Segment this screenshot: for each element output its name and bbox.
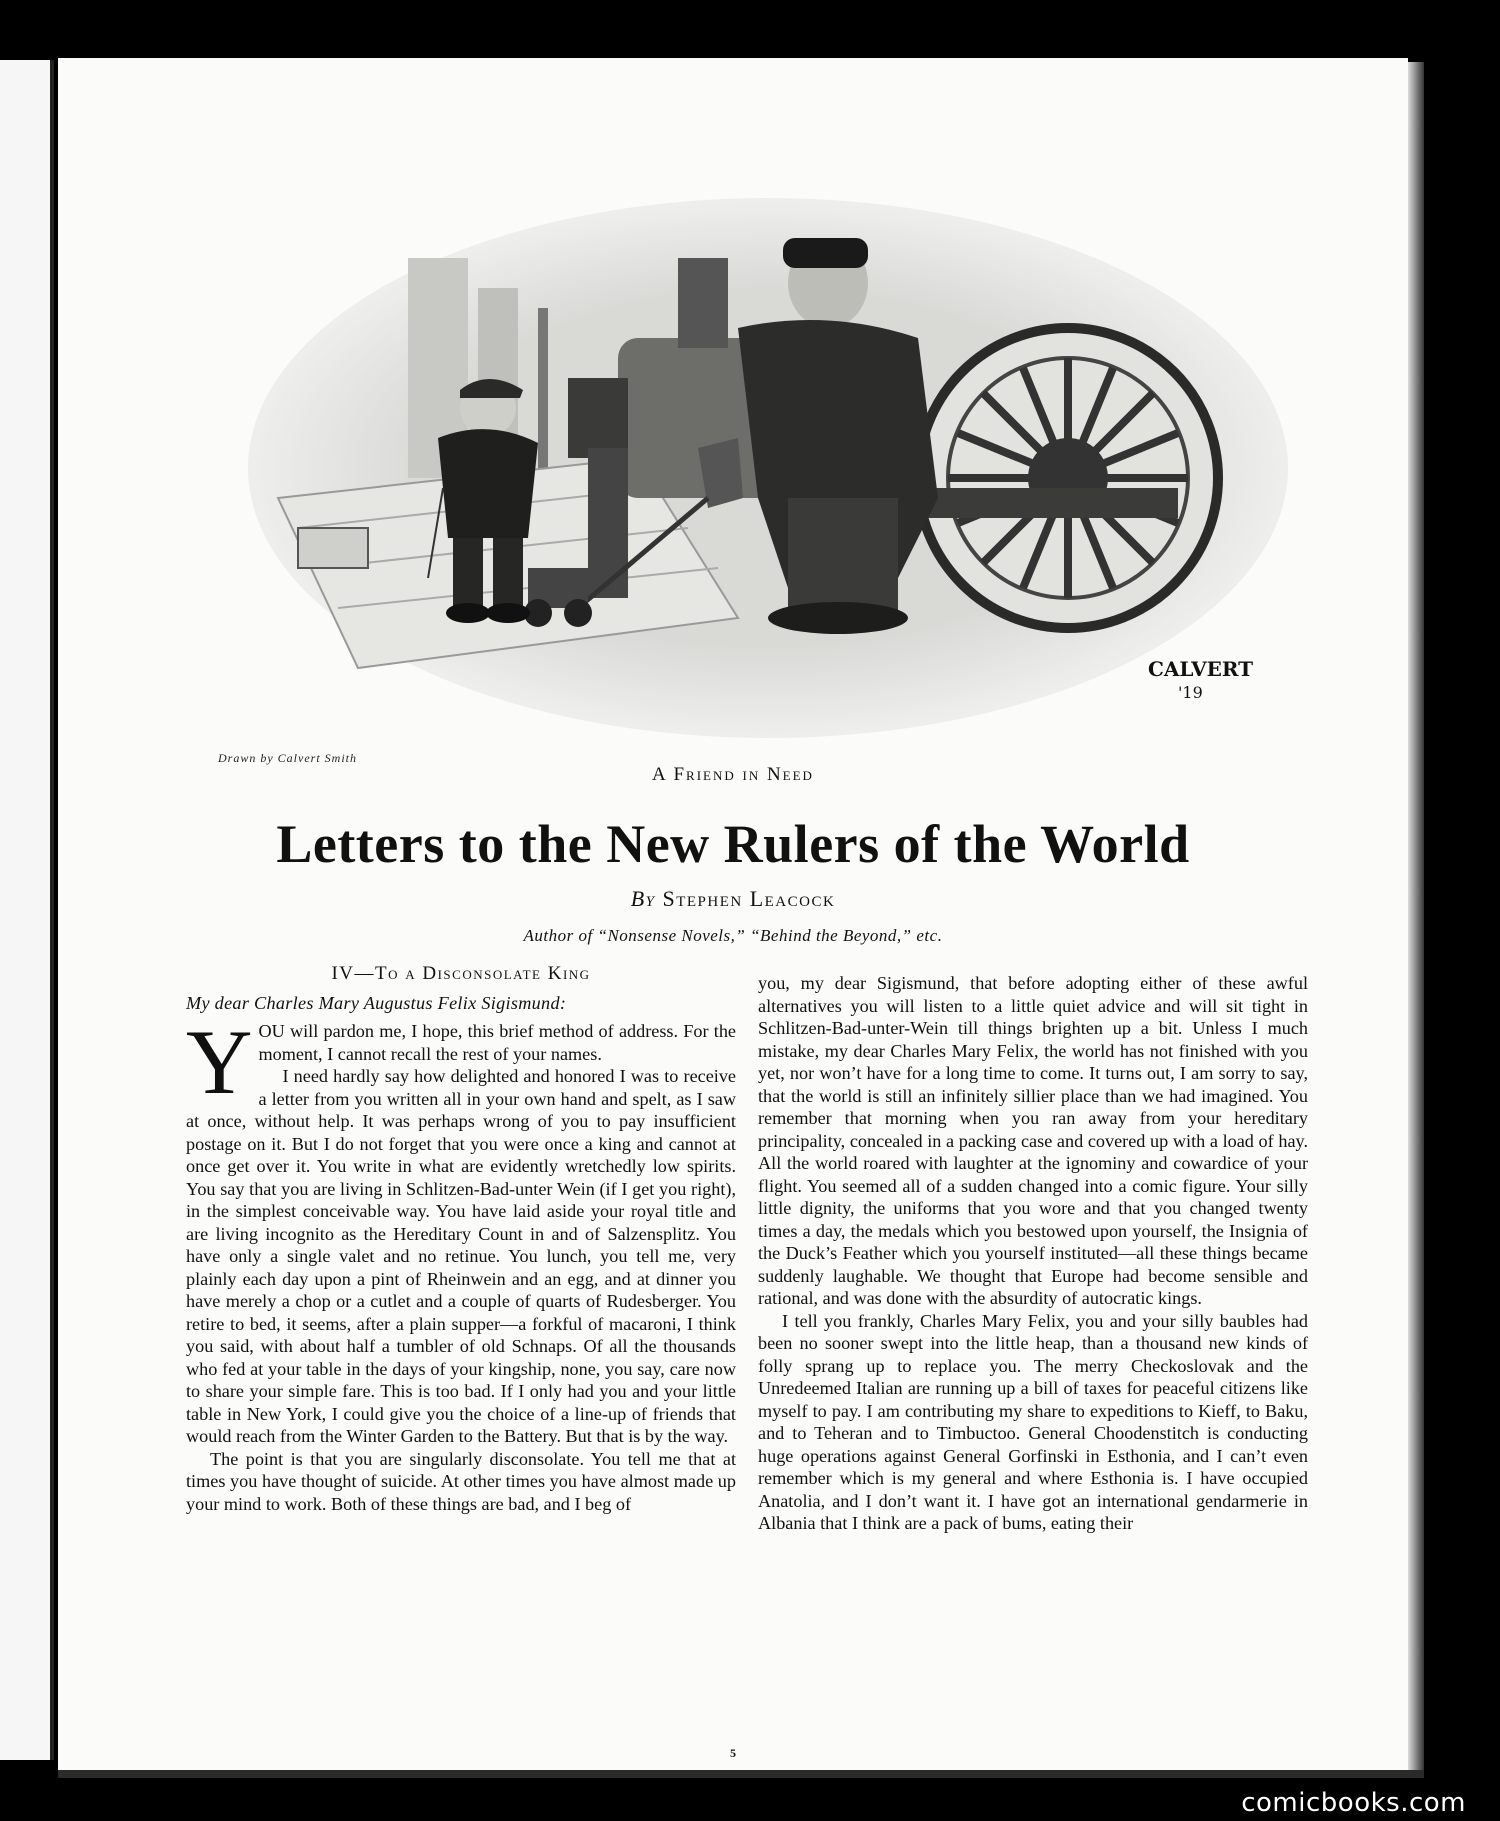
salutation: My dear Charles Mary Augustus Felix Sigismund: xyxy=(186,992,567,1013)
facing-page-edge xyxy=(0,60,50,1760)
illustrator-signature-year: '19 xyxy=(1178,683,1203,702)
byline-by: By xyxy=(630,886,656,911)
illustration-engineer-and-boy-icon xyxy=(238,198,1298,748)
byline xyxy=(58,886,1408,912)
page-number: 5 xyxy=(730,1746,736,1760)
illustrator-signature: CALVERT xyxy=(1148,657,1254,681)
illustration xyxy=(238,198,1298,748)
article-title: Letters to the New Rulers of the World xyxy=(276,814,1190,874)
section-heading: IV—To a Disconsolate King xyxy=(331,963,591,984)
watermark: comicbooks.com xyxy=(1241,1788,1466,1818)
page-edge-bottom xyxy=(58,1770,1424,1778)
paragraph: The point is that you are singularly disconsolate. You tell me that at times you have thought of suicide. At other times you have almost made up your mind to work. Both of these things are bad, and I beg of xyxy=(186,1448,736,1514)
paragraph: you, my dear Sigismund, that before adopting either of these awful alternatives you will listen to a little quiet advice and will sit tight in Schlitzen-Bad-unter-Wein till things brighten up a bit. Unless I much mistake, my dear Charles Mary Felix, the world has not finished with you yet, nor won’t have for a long time to come. It turns out, I am sorry to say, that the world is still an infinitely sillier place than we had imagined. You remember that morning when you ran away from your hereditary principality, concealed in a packing case and covered up with a load of hay. All the world roared with laughter at the ignominy and cowardice of your flight. You seemed all of a sudden changed into a comic figure. Your silly little dignity, the uniforms that you wore and that you changed twenty times a day, the medals which you bestowed upon yourself, the Insignia of the Duck’s Feather which you yourself instituted—all these things became suddenly laughable. We thought that Europe had become sensible and rational, and was done with the absurdity of autocratic kings. xyxy=(758,973,1308,1308)
byline-author: Stephen Leacock xyxy=(662,886,836,911)
right-column xyxy=(758,972,1308,1535)
paragraph: I need hardly say how delighted and honored I was to receive a letter from you written all in your own hand and spelt, as I saw at once, without help. It was perhaps wrong of you to pay insufficient postage on it. But I do not forget that you were once a king and cannot at once get over it. You write in what are evidently wretchedly low spirits. You say that you are living in Schlitzen-Bad-unter Wein (if I get you right), in the simplest conceivable way. You have laid aside your royal title and are living incognito as the Hereditary Count in and of Salzensplitz. You have only a single valet and no retinue. You lunch, you tell me, very plainly each day upon a pint of Rheinwein and an egg, and at dinner you have merely a chop or a cutlet and a couple of quarts of Rudesberger. You retire to bed, it seems, after a plain supper—a forkful of macaroni, I think you said, with about half a tumbler of old Schnaps. Of all the thousands who fed at your table in the days of your kingship, none, you say, care now to share your simple fare. This is too bad. If I only had you and your little table in New York, I could give you the choice of a line-up of friends that would reach from the Winter Garden to the Battery. But that is by the way. xyxy=(186,1066,736,1446)
paragraph: I tell you frankly, Charles Mary Felix, you and your silly baubles had been no sooner swept into the little heap, than a thousand new kinds of folly sprang up to replace you. The merry Checkoslovak and the Unredeemed Italian are running up a bill of taxes for peaceful citizens like myself to pay. I am contributing my share to expeditions to Kieff, to Baku, and to Teheran and to Timbuctoo. General Choodenstitch is conducting huge operations against General Gorfinski in Esthonia, and I can’t even remember which is my general and where Esthonia is. I have occupied Anatolia, and I don’t want it. I have got an international gendarmerie in Albania that I think are a pack of bums, eating their xyxy=(758,1310,1308,1533)
binding-gutter xyxy=(50,60,54,1760)
illustration-credit: Drawn by Calvert Smith xyxy=(218,751,357,765)
paragraph-text: OU will pardon me, I hope, this brief method of address. For the moment, I cannot recall the rest of your names. xyxy=(258,1021,736,1064)
magazine-page xyxy=(58,58,1408,1770)
page-edge-right xyxy=(1408,62,1424,1774)
drop-cap: Y xyxy=(186,1011,253,1113)
illustration-caption: A Friend in Need xyxy=(652,764,814,785)
paragraph xyxy=(186,1011,736,1113)
left-column xyxy=(186,963,736,1515)
author-note: Author of “Nonsense Novels,” “Behind the Beyond,” etc. xyxy=(523,926,943,945)
